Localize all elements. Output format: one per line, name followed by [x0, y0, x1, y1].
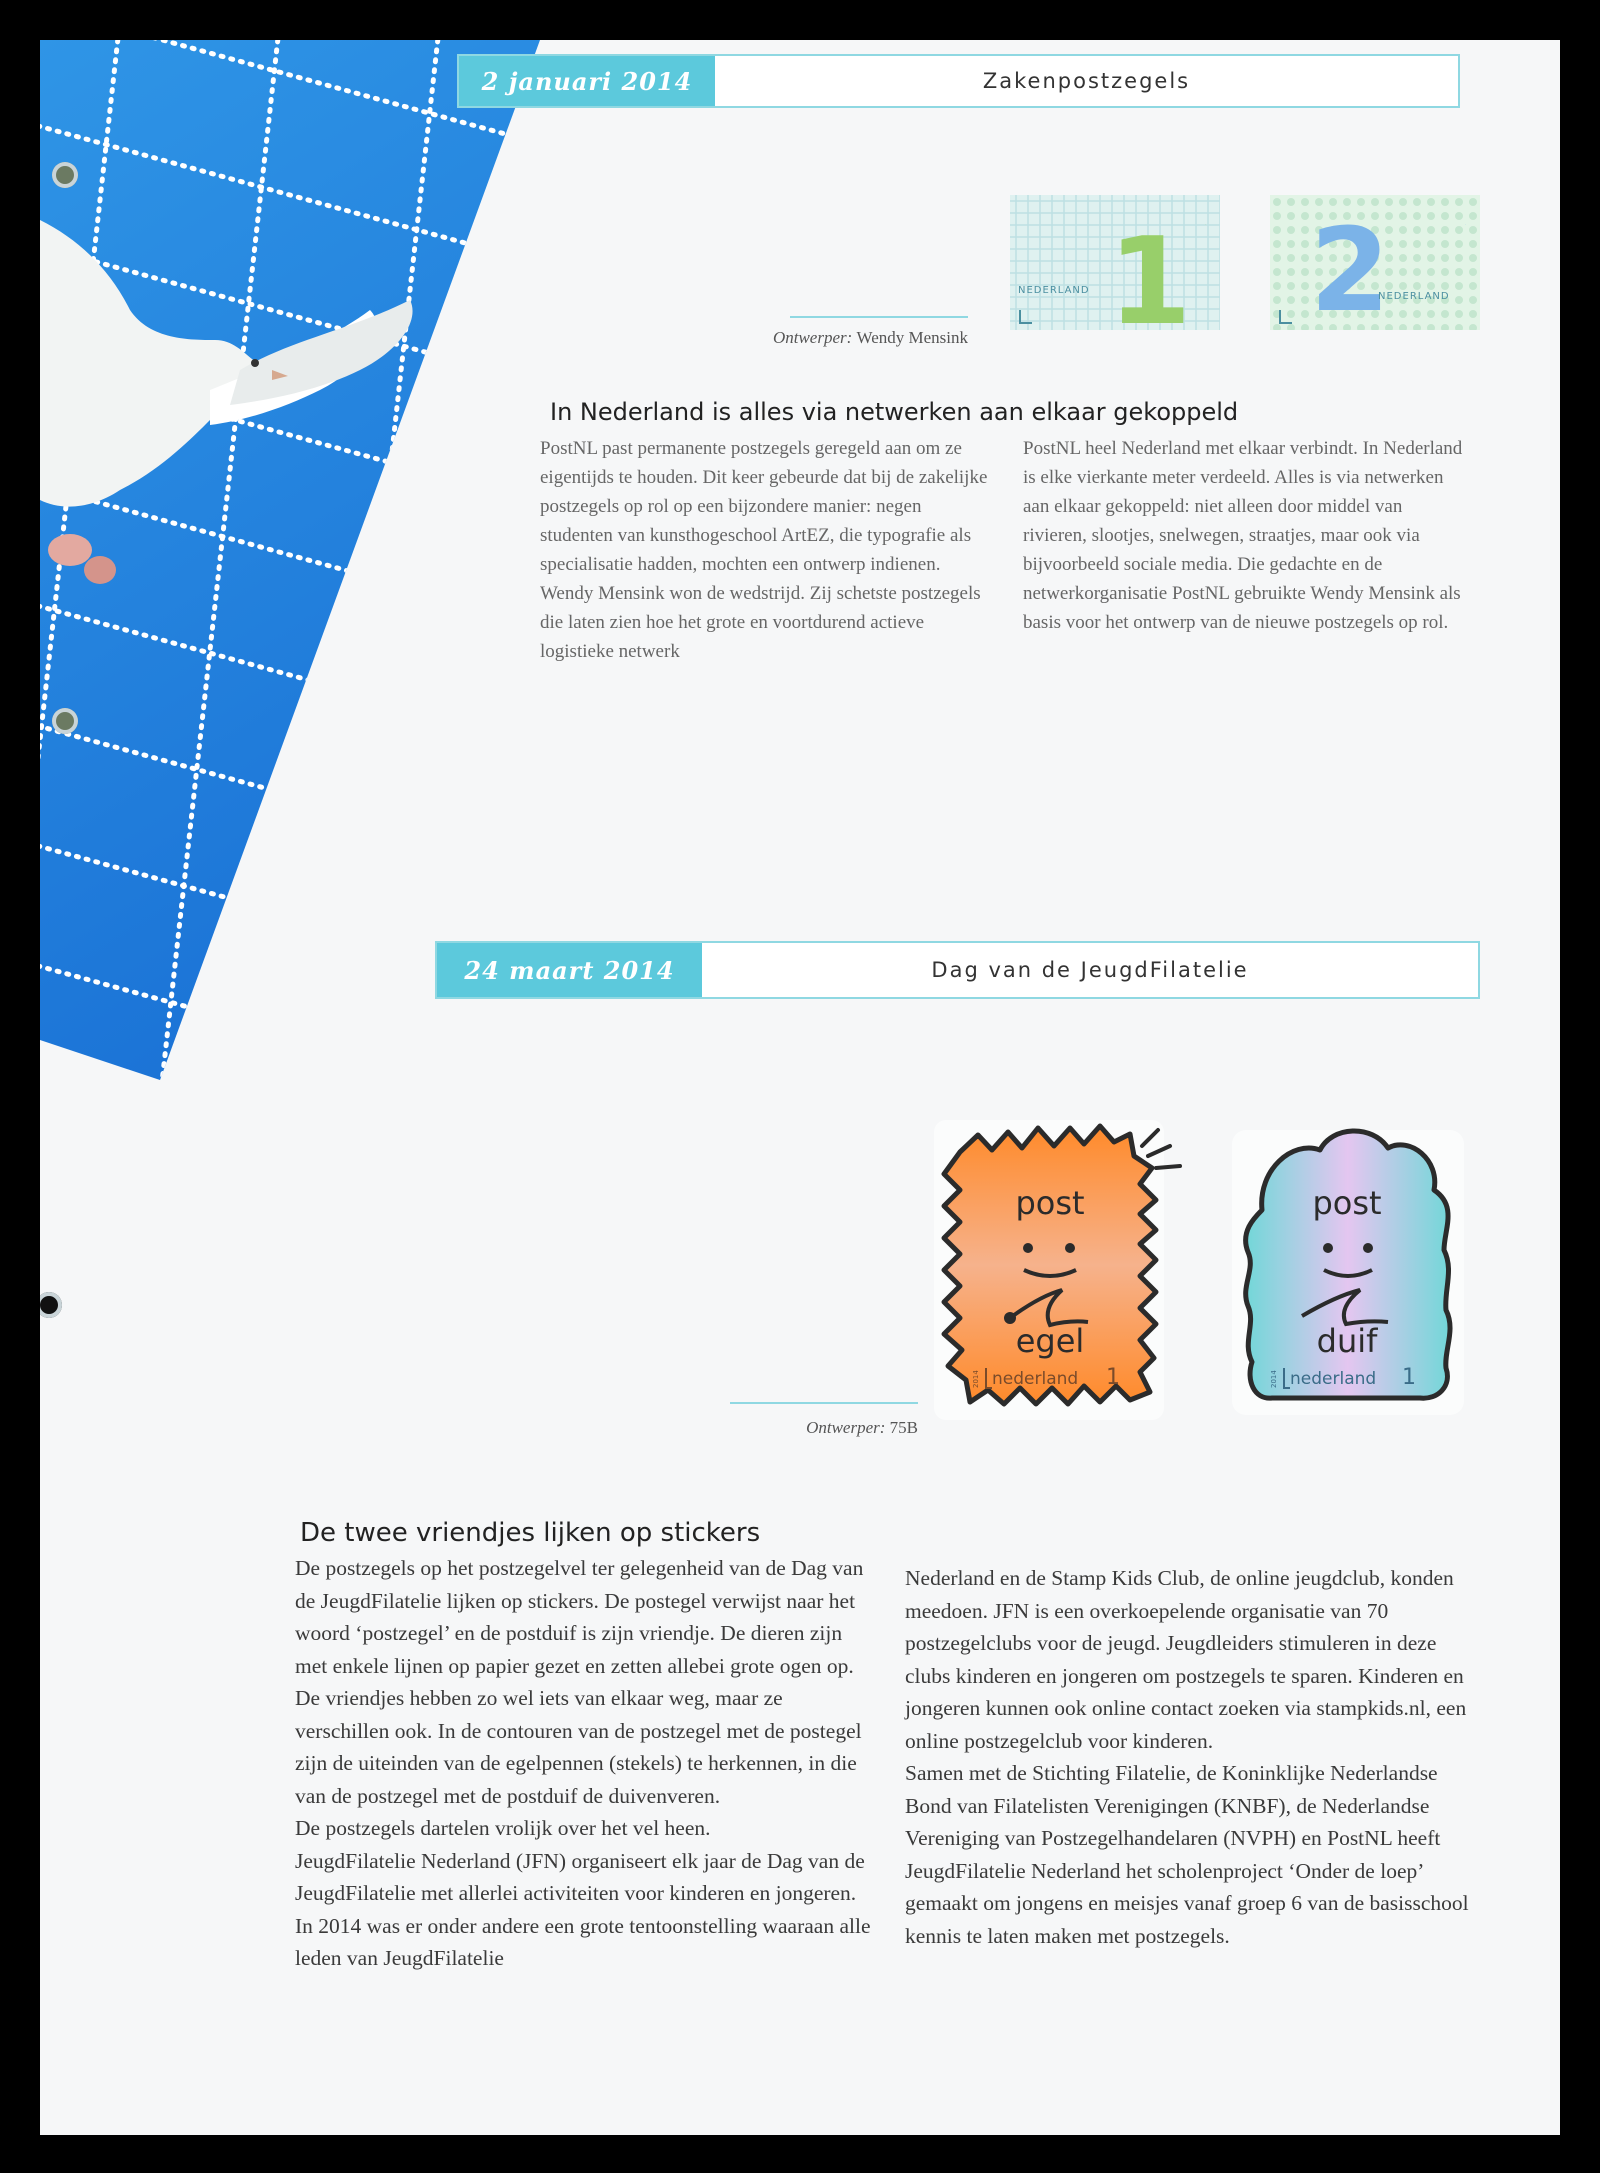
svg-text:2: 2: [1310, 204, 1391, 330]
paragraph: De postzegels op het postzegelvel ter gelegenheid van de Dag van de JeugdFilatelie lijken op stickers. De postegel verwijst naar het woord ‘postzegel’ en de postduif is zijn vriendje. De dieren zijn met enkele lijnen op papier gezet en zetten allebei grote ogen op. De vriendjes hebben zo wel iets van elkaar weg, maar ze verschillen ook. In de contouren van de postzegel met de postegel zijn de uiteinden van de egelpennen (stekels) te herkennen, in die van de postzegel met de postduif de duivenveren.: [295, 1556, 864, 1808]
stamp-country: nederland: [992, 1369, 1079, 1389]
section-header-1: [457, 54, 1460, 108]
paragraph: JeugdFilatelie Nederland (JFN) organiseert elk jaar de Dag van de JeugdFilatelie met allerlei activiteiten voor kinderen en jongeren. In 2014 was er onder andere een grote tentoonstelling waaraan alle leden van JeugdFilatelie: [295, 1848, 871, 1970]
stamp-top-word: post: [1312, 1184, 1382, 1222]
text-column: [1023, 434, 1468, 637]
stamp-postegel: [930, 1110, 1210, 1430]
binder-hole: [52, 708, 78, 734]
section-heading-1: In Nederland is alles via netwerken aan elkaar gekoppeld: [550, 398, 1239, 426]
section-title: Dag van de JeugdFilatelie: [931, 958, 1249, 982]
svg-text:1: 1: [1108, 213, 1192, 330]
designer-credit-1: [650, 328, 968, 348]
paragraph: PostNL heel Nederland met elkaar verbindt. In Nederland is elke vierkante meter verdeeld. Alles is via netwerken aan elkaar gekoppeld: niet alleen door middel van rivieren, slootjes, snelwegen, straatjes, maar ook via bijvoorbeeld sociale media. Die gedachte en de netwerkorganisatie PostNL gebruikte Wendy Mensink als basis voor het ontwerp van de nieuwe postzegels op rol.: [1023, 438, 1463, 633]
section-date: 2 januari 2014: [459, 56, 715, 106]
paragraph: PostNL past permanente postzegels geregeld aan om ze eigentijds te houden. Dit keer gebeurde dat bij de zakelijke postzegels op rol op een bijzondere manier: negen studenten van kunsthogeschool ArtEZ, die typografie als specialisatie hadden, mochten een ontwerp indienen. Wendy Mensink won de wedstrijd. Zij schetste postzegels die laten zien hoe het grote en voortdurend actieve logistieke netwerk: [540, 438, 988, 662]
designer-credit-2: [600, 1418, 918, 1438]
designer-rule: [790, 316, 968, 318]
paragraph: Nederland en de Stamp Kids Club, de online jeugdclub, konden meedoen. JFN is een overkoepelende organisatie van 70 postzegelclubs voor de jeugd. Jeugdleiders stimuleren in deze clubs kinderen en jongeren om postzegels te sparen. Kinderen en jongeren kunnen ook online contact zoeken via stampkids.nl, een online postzegelclub voor kinderen.: [905, 1566, 1467, 1753]
section-date: 24 maart 2014: [437, 943, 702, 997]
stamp-country: nederland: [1290, 1369, 1377, 1389]
designer-label: Ontwerper:: [806, 1418, 886, 1437]
designer-name: Wendy Mensink: [856, 328, 968, 347]
section-title: Zakenpostzegels: [982, 69, 1191, 93]
paragraph: Samen met de Stichting Filatelie, de Koninklijke Nederlandse Bond van Filatelisten Verenigingen (KNBF), de Nederlandse Vereniging van Postzegelhandelaren (NVPH) en PostNL heeft JeugdFilatelie Nederland het scholenproject ‘Onder de loep’ gemaakt om jongens en meisjes vanaf groep 6 van de basisschool kennis te laten maken met postzegels.: [905, 1761, 1469, 1948]
stamp-year: 2014: [1270, 1370, 1278, 1388]
stamp-sheet-illustration: [40, 40, 600, 1090]
stamp-bottom-word: duif: [1316, 1322, 1378, 1360]
stamp-country: NEDERLAND: [1378, 291, 1450, 302]
binder-hole: [52, 162, 78, 188]
section-heading-2: De twee vriendjes lijken op stickers: [300, 1518, 761, 1548]
designer-label: Ontwerper:: [772, 328, 853, 347]
stamp-digit: 1: [1205, 225, 1206, 226]
stamp-value: 1: [1402, 1365, 1416, 1390]
stamp-digit: 2: [1465, 225, 1466, 226]
stamp-year: 2014: [972, 1370, 980, 1388]
stamp-business-2: [1270, 195, 1480, 330]
stamp-country: NEDERLAND: [1018, 285, 1090, 296]
paragraph: De postzegels dartelen vrolijk over het vel heen.: [295, 1816, 711, 1840]
text-column: [295, 1552, 875, 1975]
designer-name: 75B: [889, 1418, 918, 1437]
text-column: [905, 1562, 1480, 1952]
text-column: [540, 434, 995, 666]
stamp-business-1: [1010, 195, 1220, 330]
section-header-2: [435, 941, 1480, 999]
designer-rule: [730, 1402, 918, 1404]
stamp-bottom-word: egel: [1015, 1322, 1085, 1360]
binder-hole: [40, 1292, 62, 1318]
album-page: [40, 40, 1560, 2135]
stamp-top-word: post: [1015, 1184, 1085, 1222]
stamp-value: 1: [1106, 1365, 1120, 1390]
stamp-postduif: [1232, 1110, 1472, 1430]
